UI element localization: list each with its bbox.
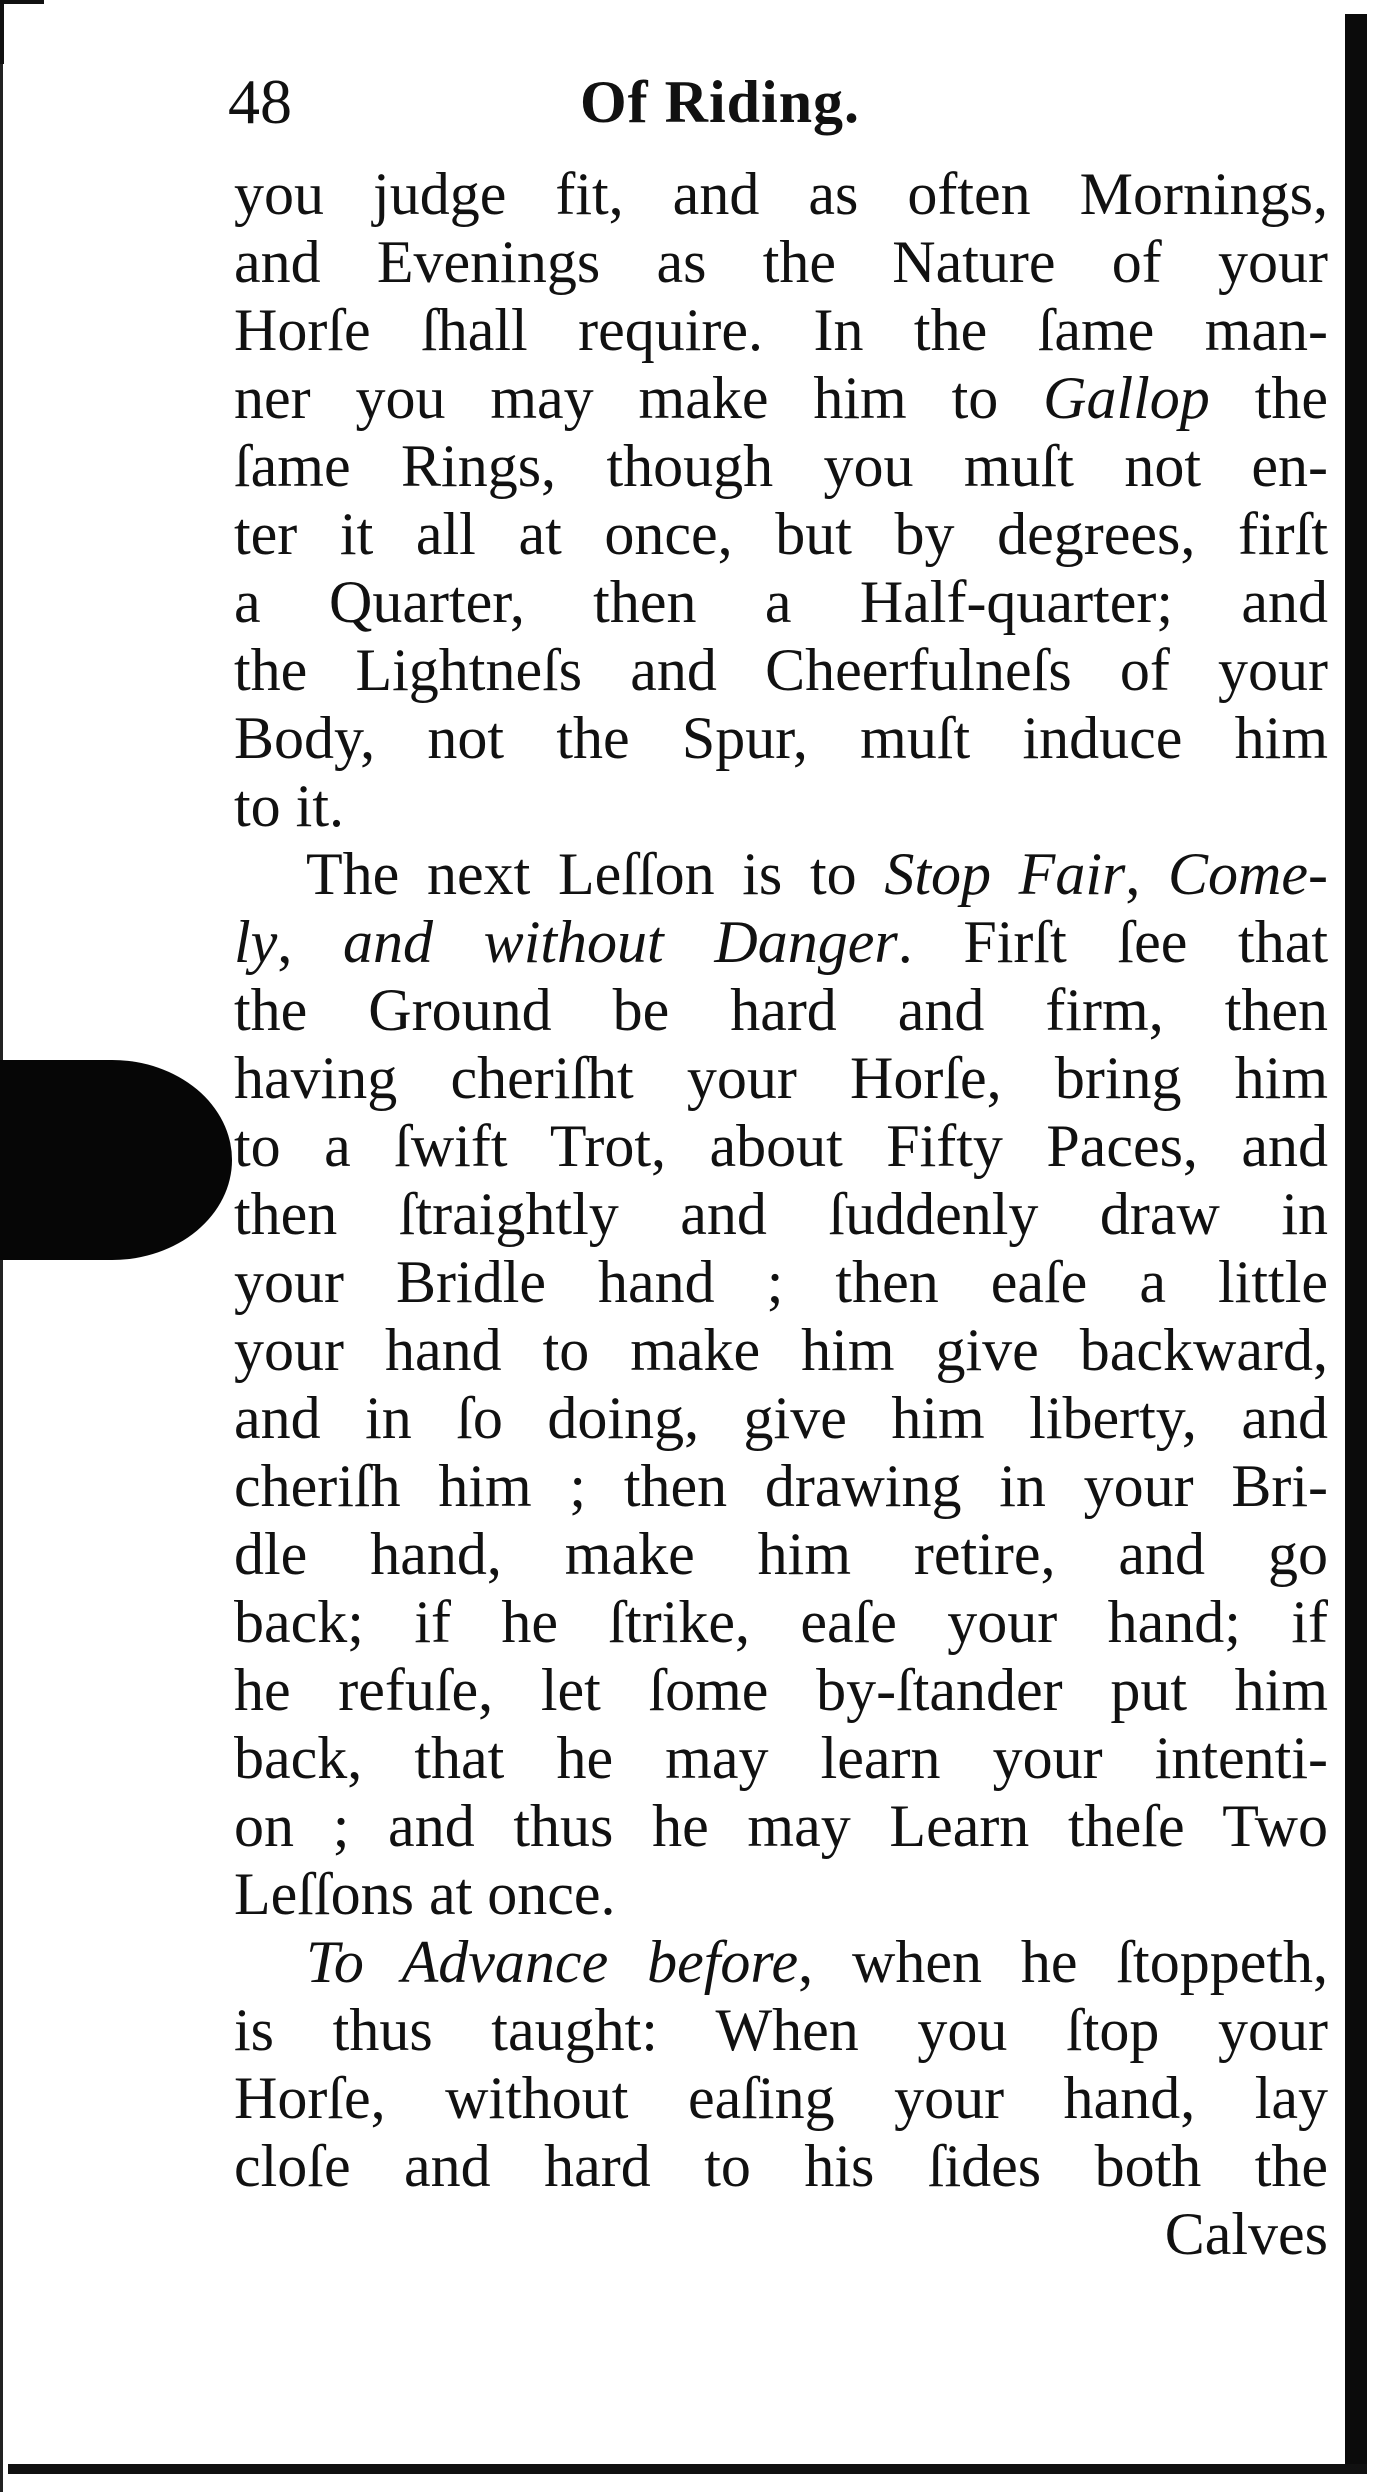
text-line: [234, 364, 1328, 432]
text-line: [234, 1928, 1328, 1996]
text-span: to it.: [234, 773, 345, 839]
text-line: [234, 432, 1328, 500]
text-line: [234, 1248, 1328, 1316]
text-line: [234, 160, 1328, 228]
text-span: cloſe and hard to his ſides both the: [234, 2133, 1328, 2199]
text-span: the Ground be hard and firm, then: [234, 977, 1328, 1043]
text-span: ter it all at once, but by degrees, firſt: [234, 501, 1328, 567]
text-line: [234, 636, 1328, 704]
text-line: [234, 228, 1328, 296]
text-span: ſame Rings, though you muſt not en-: [234, 433, 1328, 499]
text-line: [234, 704, 1328, 772]
text-line: [234, 1112, 1328, 1180]
page-corner-mark: [0, 0, 44, 64]
text-span: then ſtraightly and ſuddenly draw in: [234, 1181, 1328, 1247]
text-span: Horſe, without eaſing your hand, lay: [234, 2065, 1328, 2131]
text-line: [234, 976, 1328, 1044]
text-line: [234, 1724, 1328, 1792]
text-span: back; if he ſtrike, eaſe your hand; if: [234, 1589, 1328, 1655]
text-span: he refuſe, let ſome by-ſtander put him: [234, 1657, 1328, 1723]
text-line: [234, 1860, 1328, 1928]
text-line: [234, 1996, 1328, 2064]
text-line: [234, 296, 1328, 364]
text-line: [234, 1180, 1328, 1248]
text-line: [234, 1316, 1328, 1384]
text-span: The next Leſſon is to: [306, 841, 885, 907]
text-line: [234, 908, 1328, 976]
text-span: on ; and thus he may Learn theſe Two: [234, 1793, 1328, 1859]
text-span: your hand to make him give backward,: [234, 1317, 1328, 1383]
catchword: [234, 2200, 1328, 2268]
text-span: the Lightneſs and Cheerfulneſs of your: [234, 637, 1328, 703]
page-number: 48: [228, 66, 292, 137]
text-span: . Firſt ſee that: [897, 909, 1329, 975]
text-span: Body, not the Spur, muſt induce him: [234, 705, 1328, 771]
body-text: [234, 160, 1328, 2268]
text-line: [234, 840, 1328, 908]
text-span: ,: [277, 909, 343, 975]
italic-span: ly: [234, 909, 278, 975]
text-line: [234, 772, 1328, 840]
binding-shadow: [0, 1060, 232, 1260]
text-line: [234, 1656, 1328, 1724]
text-line: [234, 1792, 1328, 1860]
text-span: cheriſh him ; then drawing in your Bri-: [234, 1453, 1328, 1519]
text-line: [234, 2132, 1328, 2200]
text-span: ,: [1125, 841, 1169, 907]
text-span: having cheriſht your Horſe, bring him: [234, 1045, 1328, 1111]
text-span: and in ſo doing, give him liberty, and: [234, 1385, 1328, 1451]
text-line: [234, 1520, 1328, 1588]
italic-span: Gallop: [1043, 365, 1210, 431]
italic-span: Come-: [1168, 841, 1328, 907]
text-span: is thus taught: When you ſtop your: [234, 1997, 1328, 2063]
running-head: Of Riding.: [580, 69, 861, 135]
italic-span: and without Danger: [343, 909, 898, 975]
text-span: Leſſons at once.: [234, 1861, 616, 1927]
italic-span: To Advance before: [306, 1929, 799, 1995]
text-line: [234, 2064, 1328, 2132]
catchword-text: Calves: [1164, 2201, 1328, 2267]
text-line: [234, 568, 1328, 636]
text-line: [234, 500, 1328, 568]
italic-span: Stop Fair: [884, 841, 1126, 907]
text-span: your Bridle hand ; then eaſe a little: [234, 1249, 1328, 1315]
text-line: [234, 1044, 1328, 1112]
text-line: [234, 1452, 1328, 1520]
page-bottom-edge: [8, 2464, 1367, 2474]
text-line: [234, 1384, 1328, 1452]
text-line: [234, 1588, 1328, 1656]
text-span: ner you may make him to: [234, 365, 1044, 431]
text-span: back, that he may learn your intenti-: [234, 1725, 1328, 1791]
text-span: , when he ſtoppeth,: [798, 1929, 1329, 1995]
text-span: and Evenings as the Nature of your: [234, 229, 1328, 295]
text-span: to a ſwift Trot, about Fifty Paces, and: [234, 1113, 1328, 1179]
page-right-edge: [1345, 14, 1367, 2474]
text-span: you judge fit, and as often Mornings,: [234, 161, 1328, 227]
text-span: a Quarter, then a Half-quarter; and: [234, 569, 1328, 635]
text-span: the: [1209, 365, 1328, 431]
page-header: [228, 52, 1328, 152]
text-span: dle hand, make him retire, and go: [234, 1521, 1328, 1587]
text-span: Horſe ſhall require. In the ſame man-: [234, 297, 1328, 363]
